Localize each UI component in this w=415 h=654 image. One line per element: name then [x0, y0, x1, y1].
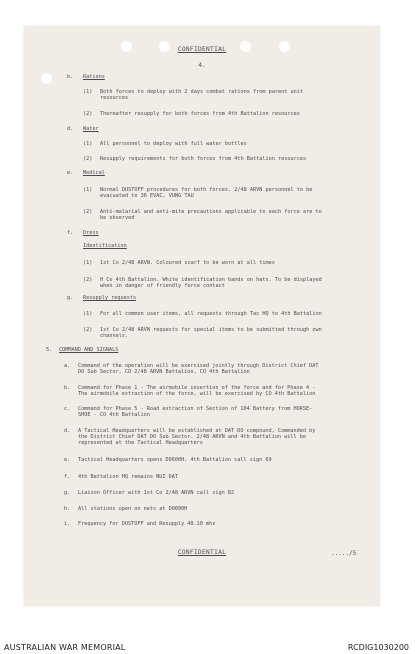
para-text: All stations open on nets at D0600H [78, 506, 188, 512]
document-page [24, 26, 380, 606]
item-text: channels. [100, 333, 129, 339]
item-text: Both forces to deploy with 2 days combat rations from parent unit [100, 89, 304, 95]
para-text: Command for Phase 5 - Road extraction of Section of 104 Battery from HORSE- [78, 406, 313, 412]
para-label: g. [64, 490, 71, 496]
para-text: represented at the Tactical Headquarters [78, 440, 203, 446]
item-number: (2) [83, 156, 93, 162]
para-label: b. [67, 74, 74, 80]
item-text: when in danger of friendly force contact [100, 283, 225, 289]
para-label: f. [64, 474, 71, 480]
para-label: b. [64, 385, 71, 391]
item-number: (1) [83, 311, 93, 317]
item-number: (2) [83, 327, 93, 333]
para-title: Dress [83, 230, 99, 236]
classification-bottom: CONFIDENTIAL [177, 549, 227, 556]
para-text: Command of the operation will be exercised jointly through District Chief DAT [78, 363, 319, 369]
para-label: g. [67, 295, 74, 301]
classification-top: CONFIDENTIAL [177, 46, 227, 53]
para-text: SHOE - CO 4th Battalion [78, 412, 150, 418]
para-label: i. [64, 521, 71, 527]
item-text: Normal DUSTOFF procedures for both forces. 2/48 ARVN personnel to be [100, 187, 313, 193]
section-number: 5. [46, 347, 53, 353]
para-label: h. [64, 506, 71, 512]
item-text: 1st Co 2/48 ARVN requests for special items to be submitted through own [100, 327, 322, 333]
para-text: The airmobile extraction of the force, will be exercised by CO 4th Battalion [78, 391, 316, 397]
item-text: All personnel to deploy with full water bottles [100, 141, 247, 147]
para-label: e. [64, 457, 71, 463]
para-label: a. [64, 363, 71, 369]
para-text: DO Sub Sector, CO 2/48 ARVN Battalion, CO 4th Battalion [78, 369, 250, 375]
para-text: 4th Battalion HQ remains NUI DAT [78, 474, 178, 480]
para-text: Frequency for DUSTOFF and Resupply 48.10 mhz [78, 521, 216, 527]
page-number: 4. [198, 62, 206, 69]
para-text: the District Chief DAT DO Sub Sector. 2/48 ARVN and 4th Battalion will be [78, 434, 306, 440]
para-label: c. [64, 406, 71, 412]
section-title: COMMAND AND SIGNALS [59, 347, 119, 353]
archive-name: AUSTRALIAN WAR MEMORIAL [4, 643, 126, 652]
para-label: d. [64, 428, 71, 434]
para-label: e. [67, 170, 74, 176]
continuation-mark: ...../5 [331, 550, 357, 557]
para-label: f. [67, 230, 74, 236]
para-label: d. [67, 126, 74, 132]
item-text: Thereafter resupply for both forces from 4th Battalion resources [100, 111, 300, 117]
archive-footer [0, 629, 415, 654]
item-text: resources [100, 95, 129, 101]
item-text: For all common user items, all requests through Tac HQ to 4th Battalion [100, 311, 322, 317]
item-number: (2) [83, 277, 93, 283]
item-text: be observed [100, 215, 135, 221]
para-title: Medical [83, 170, 105, 176]
item-number: (1) [83, 187, 93, 193]
para-text: Tactical Headquarters opens D0600H. 4th Battalion call sign 69 [78, 457, 272, 463]
item-text: H Co 4th Battalion. White identification bands on hats. To be displayed [100, 277, 322, 283]
item-number: (1) [83, 89, 93, 95]
para-text: Command for Phase 1 - The airmobile insertion of the force and for Phase 4 - [78, 385, 316, 391]
item-number: (2) [83, 209, 93, 215]
para-title: Water [83, 126, 99, 132]
item-text: 1st Co 2/48 ARVN. Coloured scarf to be worn at all times [100, 260, 275, 266]
para-text: Liaison Officer with 1st Co 2/48 ARVN call sign B2 [78, 490, 235, 496]
para-title: Resupply requests [83, 295, 137, 301]
item-number: (1) [83, 260, 93, 266]
item-text: Resupply requirements for both forces from 4th Battalion resources [100, 156, 307, 162]
record-id: RCDIG1030200 [347, 643, 409, 652]
sub-heading: Identification [83, 243, 127, 249]
item-number: (2) [83, 111, 93, 117]
item-text: Anti-malarial and anti-mite precautions applicable to each force are to [100, 209, 322, 215]
item-number: (1) [83, 141, 93, 147]
para-text: A Tactical Headquarters will be established at DAT DO compound, Commanded by [78, 428, 316, 434]
para-title: Rations [83, 74, 105, 80]
item-text: evacuated to 36 EVAC, VUNG TAU [100, 193, 194, 199]
punch-hole [41, 73, 52, 84]
